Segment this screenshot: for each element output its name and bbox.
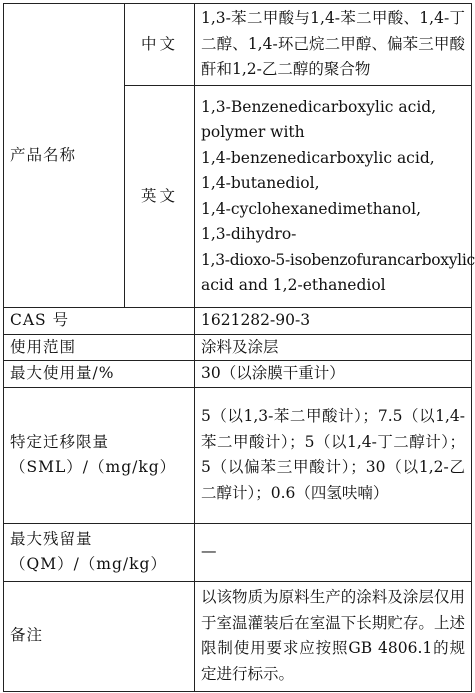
english-name-line: 1,3-dioxo-5-isobenzofurancarboxylic (201, 250, 475, 269)
table-row (4, 334, 472, 361)
sml-label-line: 特定迁移限量 (10, 432, 110, 451)
english-name-line: 1,4-butanediol, (201, 174, 320, 192)
product-name-label: 产品名称 (4, 4, 125, 308)
table-row (4, 361, 472, 388)
chinese-name-label: 中文 (125, 4, 195, 86)
table-row (4, 581, 472, 691)
table-row (4, 387, 472, 523)
scope-label: 使用范围 (4, 334, 195, 361)
english-name-line: 1,4-cyclohexanedimethanol, (201, 199, 421, 218)
qm-value: — (195, 523, 472, 581)
sml-label (4, 387, 195, 523)
cas-value: 1621282-90-3 (195, 308, 472, 335)
max-use-value: 30（以涂膜干重计） (195, 361, 472, 388)
remarks-label: 备注 (4, 581, 195, 691)
sml-label-line: （SML）/（mg/kg） (10, 458, 177, 476)
substance-spec-table (3, 3, 475, 692)
remarks-value: 以该物质为原料生产的涂料及涂层仅用于室温灌装后在室温下长期贮存。上述限制使用要求应按照GB 4806.1的规定进行标示。 (195, 581, 472, 691)
english-name-line: 1,4-benzenedicarboxylic acid, (201, 148, 435, 167)
cas-label: CAS 号 (4, 308, 195, 335)
qm-label-line: （QM）/（mg/kg） (10, 555, 167, 573)
table-row (4, 523, 472, 581)
chinese-name-value: 1,3-苯二甲酸与1,4-苯二甲酸、1,4-丁二醇、1,4-环己烷二甲醇、偏苯三甲酸酐和1,2-乙二醇的聚合物 (195, 4, 472, 86)
max-use-label: 最大使用量/% (4, 361, 195, 388)
english-name-line: polymer with (201, 123, 305, 141)
table-row (4, 4, 472, 86)
table-row (4, 308, 472, 335)
english-name-line: 1,3-Benzenedicarboxylic acid, (201, 97, 437, 116)
english-name-line: 1,3-dihydro- (201, 225, 297, 243)
english-name-value (195, 86, 475, 308)
english-name-label: 英文 (125, 86, 195, 308)
scope-value: 涂料及涂层 (195, 334, 472, 361)
qm-label-line: 最大残留量 (10, 529, 93, 548)
sml-value: 5（以1,3-苯二甲酸计）；7.5（以1,4-苯二甲酸计）；5（以1,4-丁二醇计）；5（以偏苯三甲酸计）；30（以1,2-乙二醇计）；0.6（四氢呋喃） (195, 387, 472, 523)
qm-label (4, 523, 195, 581)
english-name-line: acid and 1,2-ethanediol (201, 276, 386, 294)
